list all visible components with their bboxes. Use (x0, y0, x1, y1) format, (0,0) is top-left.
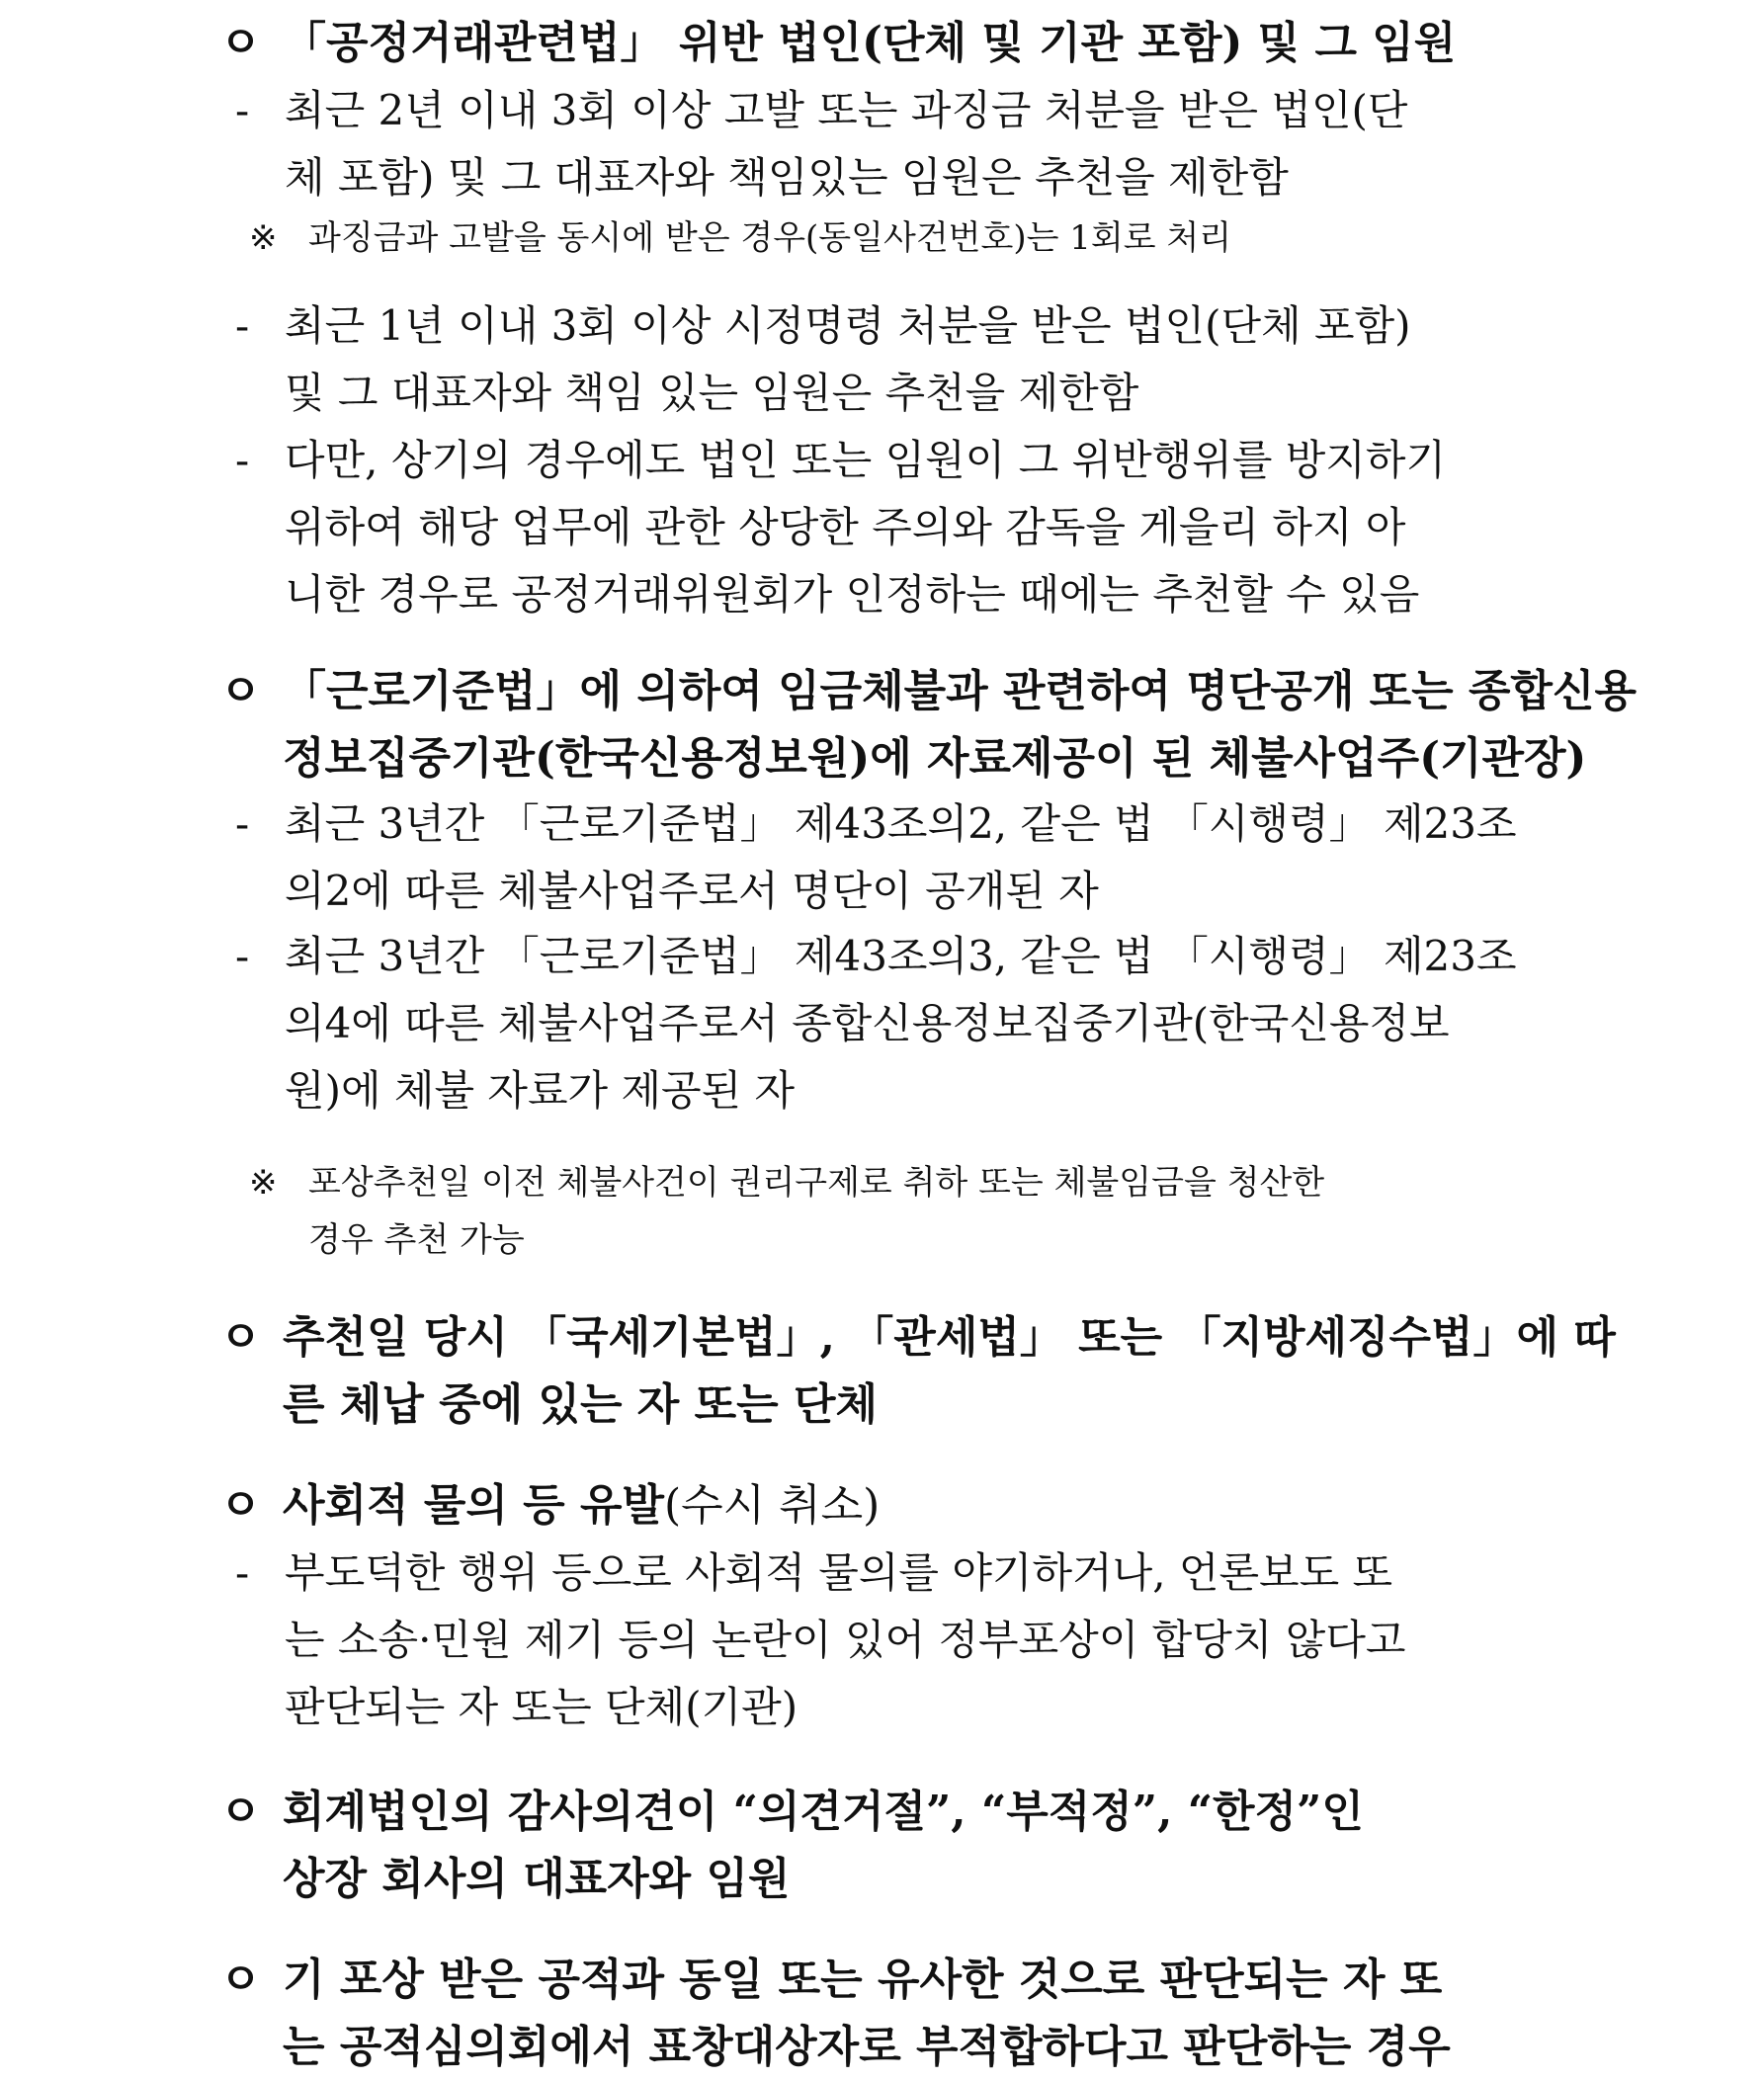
dash-mark: - (235, 799, 250, 848)
item-line: 최근 1년 이내 3회 이상 시정명령 처분을 받은 법인(단체 포함) (285, 301, 1411, 350)
item-line: 및 그 대표자와 책임 있는 임원은 추천을 제한함 (285, 369, 1139, 417)
item-line: 의2에 따른 체불사업주로서 명단이 공개된 자 (285, 867, 1099, 915)
heading-line: 상장 회사의 대표자와 임원 (283, 1854, 791, 1904)
heading-line: 는 공적심의회에서 표창대상자로 부적합하다고 판단하는 경우 (283, 2022, 1451, 2072)
item-line: 최근 3년간 「근로기준법」 제43조의3, 같은 법 「시행령」 제23조 (285, 932, 1517, 980)
heading-line: 기 포상 받은 공적과 동일 또는 유사한 것으로 판단되는 자 또 (283, 1955, 1443, 2005)
heading-line: 추천일 당시 「국세기본법」, 「관세법」 또는 「지방세징수법」에 따 (283, 1312, 1616, 1363)
item-line: 위하여 해당 업무에 관한 상당한 주의와 감독을 게을리 하지 아 (285, 503, 1406, 551)
item-line: 최근 3년간 「근로기준법」 제43조의2, 같은 법 「시행령」 제23조 (285, 799, 1517, 848)
note-line: 경우 추천 가능 (308, 1220, 525, 1260)
item-line: 최근 2년 이내 3회 이상 고발 또는 과징금 처분을 받은 법인(단 (285, 86, 1408, 134)
bullet-circle-icon: ㅇ (219, 1312, 262, 1363)
bullet-circle-icon: ㅇ (219, 1480, 262, 1531)
dash-mark: - (235, 301, 250, 350)
bullet-circle-icon: ㅇ (219, 666, 262, 716)
bullet-circle-icon: ㅇ (219, 1787, 262, 1837)
item-line: 판단되는 자 또는 단체(기관) (285, 1683, 798, 1731)
bullet-circle-icon: ㅇ (219, 1955, 262, 2005)
reference-mark-icon: ※ (249, 218, 278, 258)
item-line: 다만, 상기의 경우에도 법인 또는 임원이 그 위반행위를 방지하기 (285, 436, 1447, 484)
heading-tail: (수시 취소) (664, 1480, 881, 1531)
heading-line: 회계법인의 감사의견이 “의견거절”, “부적정”, “한정”인 (283, 1787, 1364, 1837)
heading-line: 「근로기준법」에 의하여 임금체불과 관련하여 명단공개 또는 종합신용 (283, 666, 1638, 716)
note-line: 포상추천일 이전 체불사건이 권리구제로 취하 또는 체불임금을 청산한 (308, 1163, 1325, 1203)
dash-mark: - (235, 436, 250, 484)
note-line: 과징금과 고발을 동시에 받은 경우(동일사건번호)는 1회로 처리 (308, 218, 1232, 258)
item-line: 부도덕한 행위 등으로 사회적 물의를 야기하거나, 언론보도 또 (285, 1548, 1393, 1597)
reference-mark-icon: ※ (249, 1163, 278, 1203)
item-line: 니한 경우로 공정거래위원회가 인정하는 때에는 추천할 수 있음 (285, 570, 1420, 619)
heading-line: 른 체납 중에 있는 자 또는 단체 (283, 1379, 878, 1430)
heading-line: 정보집중기관(한국신용정보원)에 자료제공이 된 체불사업주(기관장) (283, 733, 1587, 784)
heading-line: 「공정거래관련법」 위반 법인(단체 및 기관 포함) 및 그 임원 (283, 18, 1457, 68)
item-line: 원)에 체불 자료가 제공된 자 (285, 1066, 796, 1115)
dash-mark: - (235, 86, 250, 134)
bullet-circle-icon: ㅇ (219, 18, 262, 68)
heading-line: 사회적 물의 등 유발 (283, 1480, 664, 1531)
item-line: 는 소송·민원 제기 등의 논란이 있어 정부포상이 합당치 않다고 (285, 1616, 1406, 1664)
item-line: 체 포함) 및 그 대표자와 책임있는 임원은 추천을 제한함 (285, 153, 1289, 202)
item-line: 의4에 따른 체불사업주로서 종합신용정보집중기관(한국신용정보 (285, 999, 1450, 1047)
dash-mark: - (235, 1548, 250, 1597)
dash-mark: - (235, 932, 250, 980)
